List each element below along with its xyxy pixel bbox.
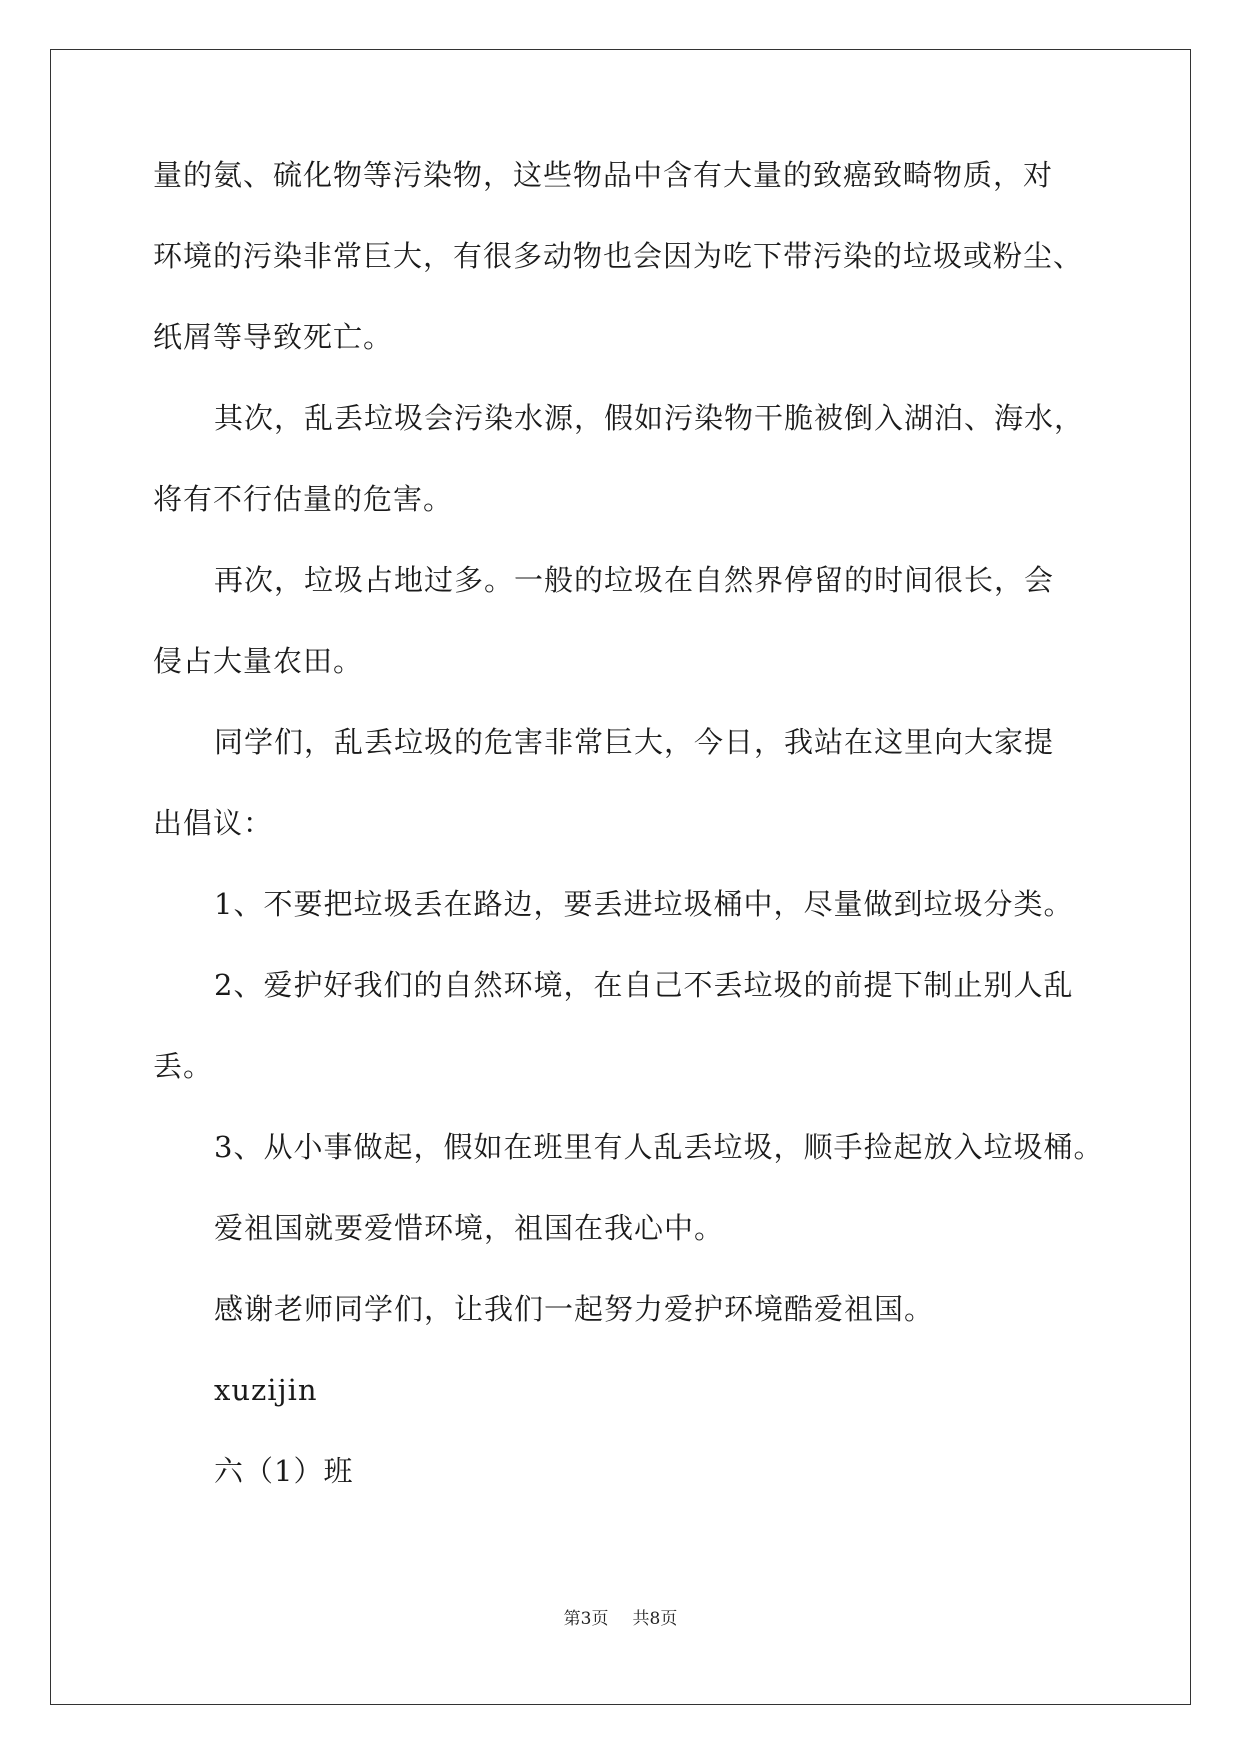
text-line: 爱祖国就要爱惜环境，祖国在我心中。 [214,1211,725,1245]
text-line: 其次，乱丢垃圾会污染水源，假如污染物干脆被倒入湖泊、海水， [214,401,1085,435]
class-name: 六（1）班 [214,1454,354,1488]
text-line: 再次，垃圾占地过多。一般的垃圾在自然界停留的时间很长，会 [214,563,1055,597]
text-line: 同学们，乱丢垃圾的危害非常巨大，今日，我站在这里向大家提 [214,725,1055,759]
author-name: xuzijin [214,1373,318,1407]
text-line: 感谢老师同学们，让我们一起努力爱护环境酷爱祖国。 [214,1292,935,1326]
text-line: 环境的污染非常巨大，有很多动物也会因为吃下带污染的垃圾或粉尘、 [153,239,1084,273]
text-line: 纸屑等导致死亡。 [153,320,394,354]
text-line: 侵占大量农田。 [153,644,364,678]
text-line: 2、爱护好我们的自然环境，在自己不丢垃圾的前提下制止别人乱 [214,968,1074,1002]
text-line: 1、不要把垃圾丢在路边，要丢进垃圾桶中，尽量做到垃圾分类。 [214,887,1074,921]
text-line: 3、从小事做起，假如在班里有人乱丢垃圾，顺手捡起放入垃圾桶。 [214,1130,1104,1164]
text-line: 丢。 [153,1049,214,1083]
page-total: 共8页 [632,1609,678,1629]
page-footer [0,1607,1241,1631]
page-number: 第3页 [563,1609,609,1629]
text-line: 量的氨、硫化物等污染物，这些物品中含有大量的致癌致畸物质，对 [153,158,1054,192]
text-line: 将有不行估量的危害。 [153,482,454,516]
text-line: 出倡议： [153,806,274,840]
